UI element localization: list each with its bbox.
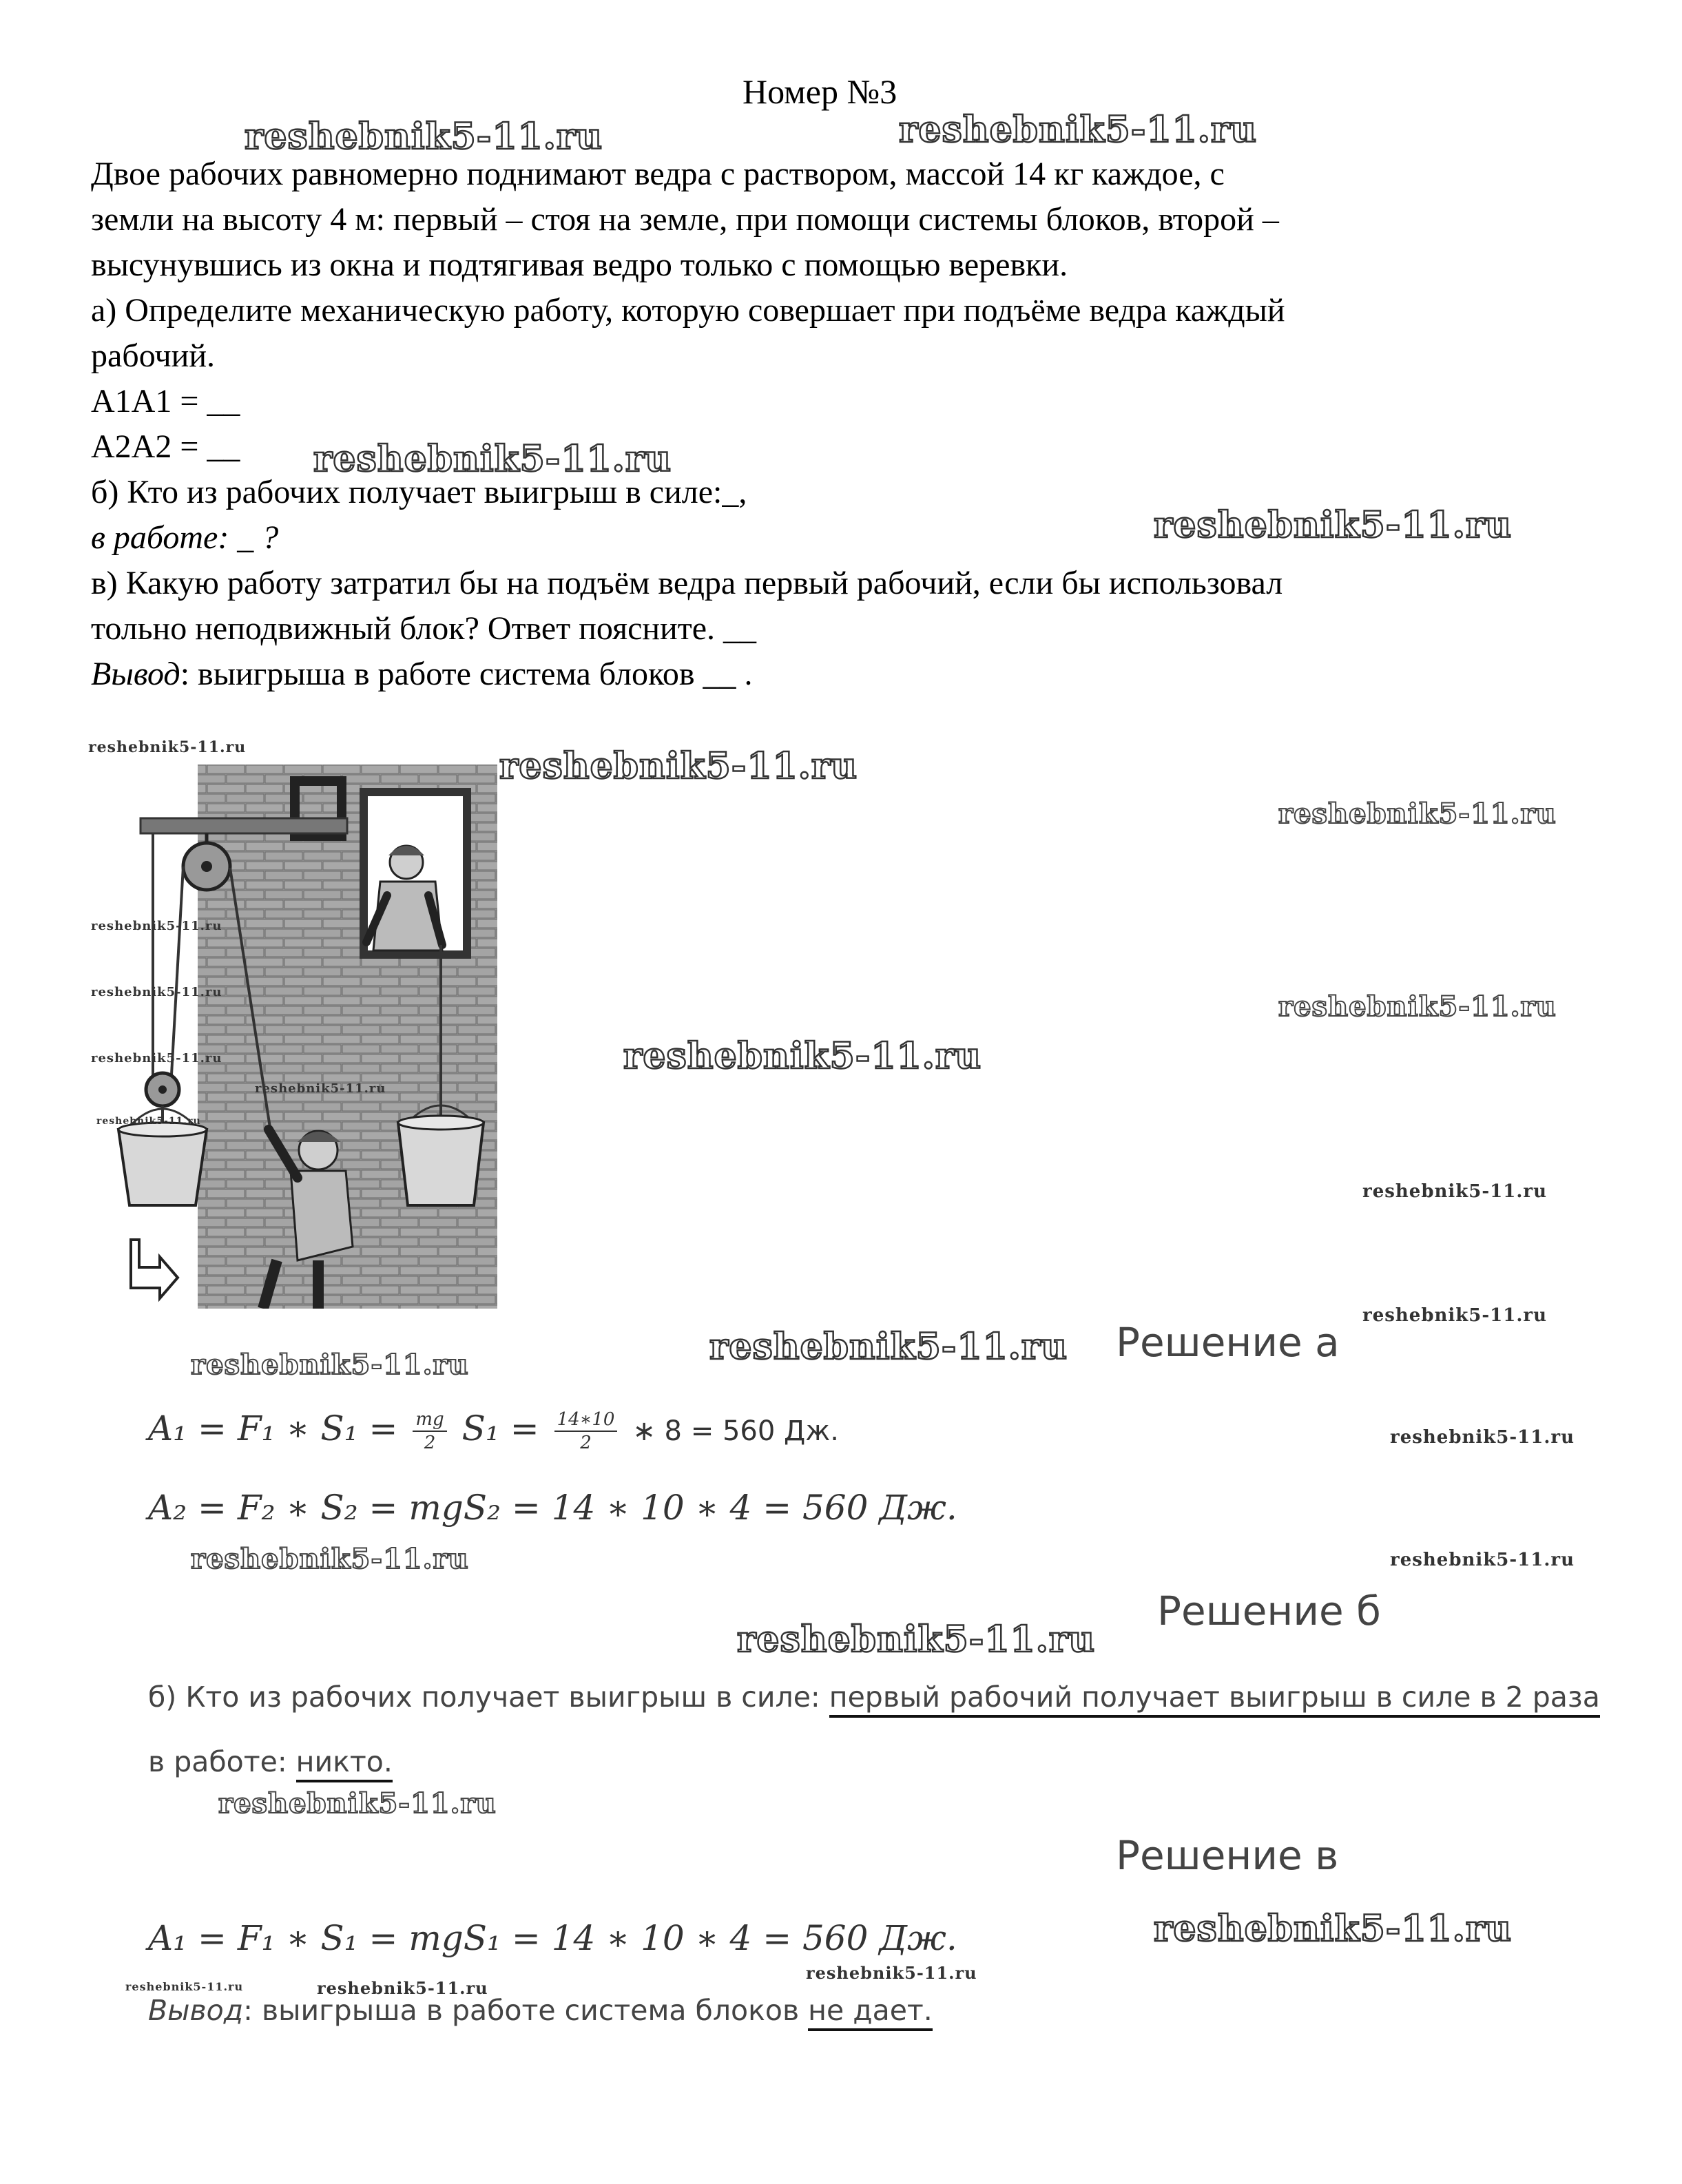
watermark: reshebnik5-11.ru	[191, 1349, 469, 1381]
problem-line-2: земли на высоту 4 м: первый – стоя на земле, при помощи системы блоков, второй –	[91, 201, 1279, 238]
watermark: reshebnik5-11.ru	[737, 1619, 1096, 1661]
question-b: б) Кто из рабочих получает выигрыш в силе:_,	[91, 474, 747, 510]
solution-a-equation-2: A₂ = F₂ ∗ S₂ = mgS₂ = 14 ∗ 10 ∗ 4 = 560 Дж.	[148, 1488, 957, 1528]
question-c-line-2: тольно неподвижный блок? Ответ поясните. __	[91, 610, 757, 647]
watermark: reshebnik5-11.ru	[191, 1543, 469, 1575]
watermark: reshebnik5-11.ru	[96, 1116, 201, 1127]
eq1-fraction	[413, 1408, 446, 1454]
answer-a2: A2A2 = __	[91, 428, 240, 465]
solution-c-conclusion-answer: не дает.	[808, 1994, 933, 2031]
solution-b-line-2	[148, 1745, 393, 1778]
solution-b-line-1-answer: первый рабочий получает выигрыш в силе в 2 раза	[829, 1681, 1600, 1718]
solution-c-heading: Решение в	[1116, 1832, 1339, 1879]
conclusion-text: : выигрыша в работе система блоков __ .	[180, 656, 753, 692]
question-c-line-1: в) Какую работу затратил бы на подъём ведра первый рабочий, если бы использовал	[91, 565, 1283, 601]
watermark: reshebnik5-11.ru	[1278, 990, 1557, 1023]
conclusion-label: Вывод	[91, 656, 180, 692]
eq1-frac2-denominator: 2	[580, 1433, 592, 1453]
page-title: Номер №3	[743, 72, 897, 111]
problem-line-3: высунувшись из окна и подтягивая ведро только с помощью веревки.	[91, 247, 1068, 283]
solution-b-line-1	[148, 1681, 1600, 1714]
watermark: reshebnik5-11.ru	[88, 738, 247, 756]
solution-b-line-2-answer: никто.	[296, 1745, 393, 1782]
question-b-work: в работе: _ ?	[91, 519, 279, 556]
solution-c-conclusion-mid: : выигрыша в работе система блоков	[243, 1994, 809, 2027]
watermark: reshebnik5-11.ru	[899, 109, 1258, 151]
conclusion-line	[91, 652, 753, 697]
watermark: reshebnik5-11.ru	[125, 1980, 244, 1993]
problem-line-1: Двое рабочих равномерно поднимают ведра с раствором, массой 14 кг каждое, с	[91, 156, 1225, 192]
watermark: reshebnik5-11.ru	[806, 1963, 977, 1983]
watermark: reshebnik5-11.ru	[1390, 1550, 1575, 1570]
eq1-rhs: ∗ 8 = 560 Дж.	[632, 1415, 839, 1447]
watermark: reshebnik5-11.ru	[1362, 1305, 1548, 1326]
watermark: reshebnik5-11.ru	[709, 1326, 1068, 1368]
watermark: reshebnik5-11.ru	[255, 1081, 386, 1096]
watermark: reshebnik5-11.ru	[1154, 504, 1513, 546]
solution-b-heading: Решение б	[1157, 1588, 1381, 1634]
watermark: reshebnik5-11.ru	[317, 1978, 488, 1998]
eq1-mid: S₁ =	[461, 1408, 539, 1448]
watermark: reshebnik5-11.ru	[245, 116, 603, 158]
watermark: reshebnik5-11.ru	[1278, 798, 1557, 830]
watermark: reshebnik5-11.ru	[313, 438, 672, 480]
watermark: reshebnik5-11.ru	[1390, 1427, 1575, 1448]
watermark: reshebnik5-11.ru	[91, 985, 222, 999]
watermark: reshebnik5-11.ru	[1362, 1181, 1548, 1202]
watermark: reshebnik5-11.ru	[623, 1035, 982, 1077]
answer-a1: A1A1 = __	[91, 383, 240, 419]
eq1-frac-denominator: 2	[424, 1433, 436, 1453]
eq1-lhs: A₁ = F₁ ∗ S₁ =	[148, 1408, 398, 1448]
eq1-frac2-numerator: 14∗10	[554, 1408, 618, 1432]
question-a-line-2: рабочий.	[91, 337, 215, 374]
solution-c-equation: A₁ = F₁ ∗ S₁ = mgS₁ = 14 ∗ 10 ∗ 4 = 560 Дж.	[148, 1918, 957, 1958]
watermark: reshebnik5-11.ru	[91, 919, 222, 933]
pulley-illustration	[91, 765, 539, 1309]
eq1-fraction-2	[554, 1408, 618, 1454]
watermark: reshebnik5-11.ru	[499, 745, 858, 787]
watermark: reshebnik5-11.ru	[1154, 1908, 1513, 1950]
watermark: reshebnik5-11.ru	[91, 1051, 222, 1065]
solution-c-conclusion	[148, 1994, 933, 2027]
solution-a-heading: Решение а	[1116, 1319, 1340, 1366]
illustration	[91, 765, 539, 1309]
solution-c-conclusion-label: Вывод	[148, 1994, 244, 2027]
question-a-line-1: а) Определите механическую работу, которую совершает при подъёме ведра каждый	[91, 292, 1285, 329]
solution-b-line-2-prefix: в работе:	[148, 1745, 296, 1778]
solution-b-line-1-prefix: б) Кто из рабочих получает выигрыш в силе:	[148, 1681, 829, 1714]
watermark: reshebnik5-11.ru	[218, 1787, 497, 1820]
solution-a-equation-1	[148, 1408, 839, 1454]
eq1-frac-numerator: mg	[413, 1408, 446, 1432]
